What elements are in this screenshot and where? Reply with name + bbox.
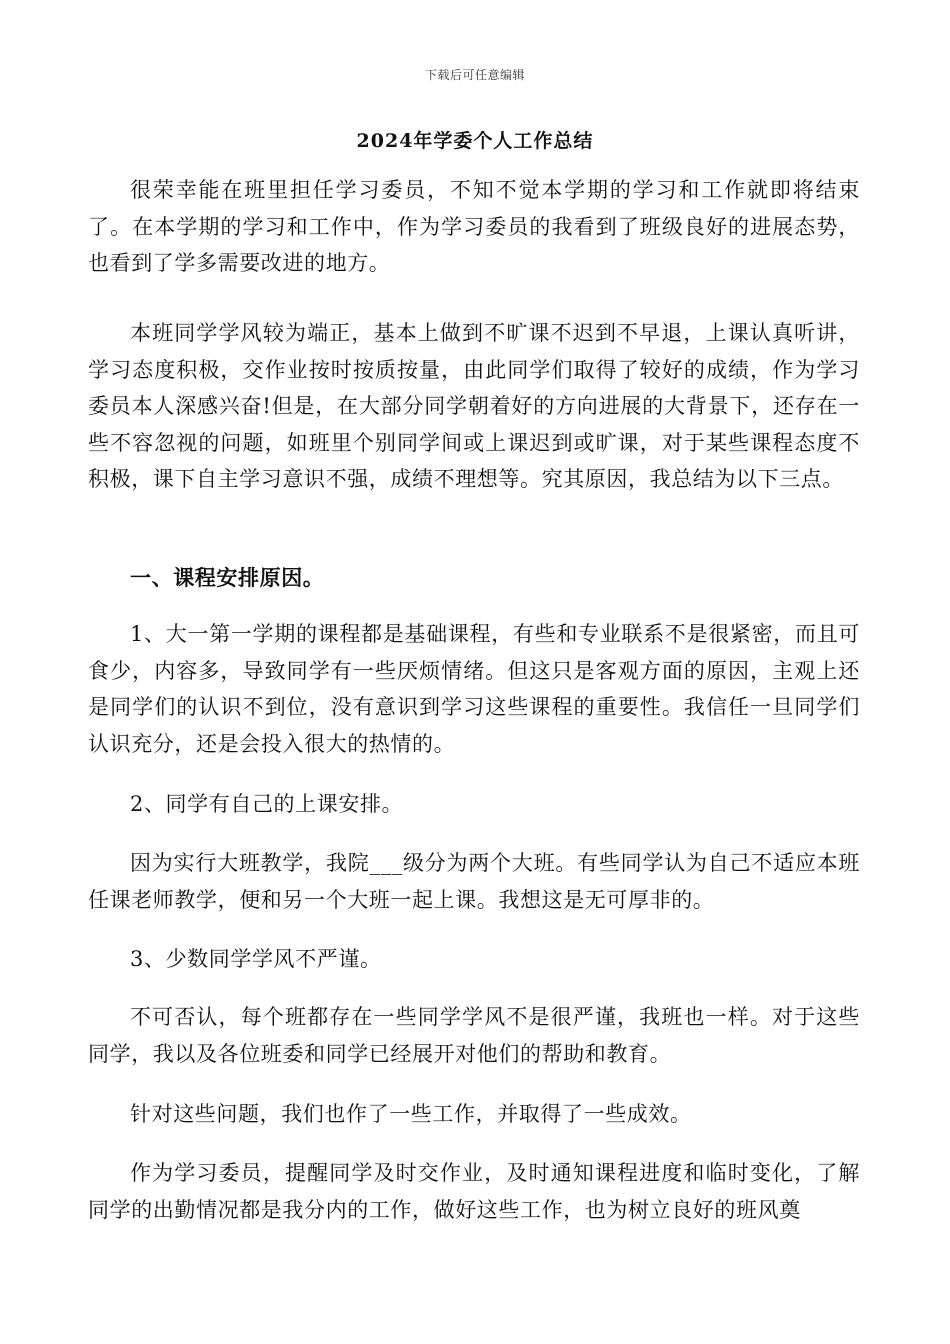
paragraph-point-2: 2、同学有自己的上课安排。 <box>130 792 404 816</box>
paragraph-point-3: 3、少数同学学风不严谨。 <box>130 947 382 971</box>
paragraph-block-5 <box>88 786 860 823</box>
paragraph-block-6 <box>88 845 860 918</box>
document-title: 2024年学委个人工作总结 <box>356 130 594 152</box>
paragraph-intro: 很荣幸能在班里担任学习委员，不知不觉本学期的学习和工作就即将结束了。在本学期的学习和工作中，作为学习委员的我看到了班级良好的进展态势，也看到了学多需要改进的地方。 <box>88 178 860 275</box>
paragraph-duties: 作为学习委员，提醒同学及时交作业，及时通知课程进度和临时变化，了解同学的出勤情况都是我分内的工作，做好这些工作，也为树立良好的班风奠 <box>88 1161 860 1222</box>
paragraph-point-2-detail: 因为实行大班教学，我院___级分为两个大班。有些同学认为自己不适应本班任课老师教学，便和另一个大班一起上课。我想这是无可厚非的。 <box>88 851 860 912</box>
paragraph-block-4 <box>88 616 860 762</box>
paragraph-point-1: 1、大一第一学期的课程都是基础课程，有些和专业联系不是很紧密，而且可食少，内容多，导致同学有一些厌烦情绪。但这只是客观方面的原因，主观上还是同学们的认识不到位，没有意识到学习这些课程的重要性。我信任一旦同学们认识充分，还是会投入很大的热情的。 <box>88 622 860 756</box>
paragraph-measures: 针对这些问题，我们也作了一些工作，并取得了一些成效。 <box>130 1102 692 1126</box>
paragraph-block-8 <box>88 999 860 1072</box>
paragraph-point-3-detail: 不可否认，每个班都存在一些同学学风不是很严谨，我班也一样。对于这些同学，我以及各位班委和同学已经展开对他们的帮助和教育。 <box>88 1005 860 1066</box>
paragraph-block-2 <box>88 315 860 498</box>
paragraph-block-1 <box>88 172 860 282</box>
paragraph-block-10 <box>88 1155 860 1228</box>
section-heading-course-arrangement: 一、课程安排原因。 <box>130 565 325 590</box>
header-note: 下载后可任意编辑 <box>424 68 525 82</box>
paragraph-class-overview: 本班同学学风较为端正，基本上做到不旷课不迟到不早退，上课认真听讲，学习态度积极，交作业按时按质按量，由此同学们取得了较好的成绩，作为学习委员本人深感兴奋!但是，在大部分同学朝着好的方向进展的大背景下，还存在一些不容忽视的问题，如班里个别同学间或上课迟到或旷课，对于某些课程态度不积极，课下自主学习意识不强，成绩不理想等。究其原因，我总结为以下三点。 <box>88 321 860 491</box>
paragraph-block-7 <box>88 941 860 978</box>
paragraph-block-9 <box>88 1096 860 1133</box>
paragraph-block-3 <box>88 560 860 597</box>
